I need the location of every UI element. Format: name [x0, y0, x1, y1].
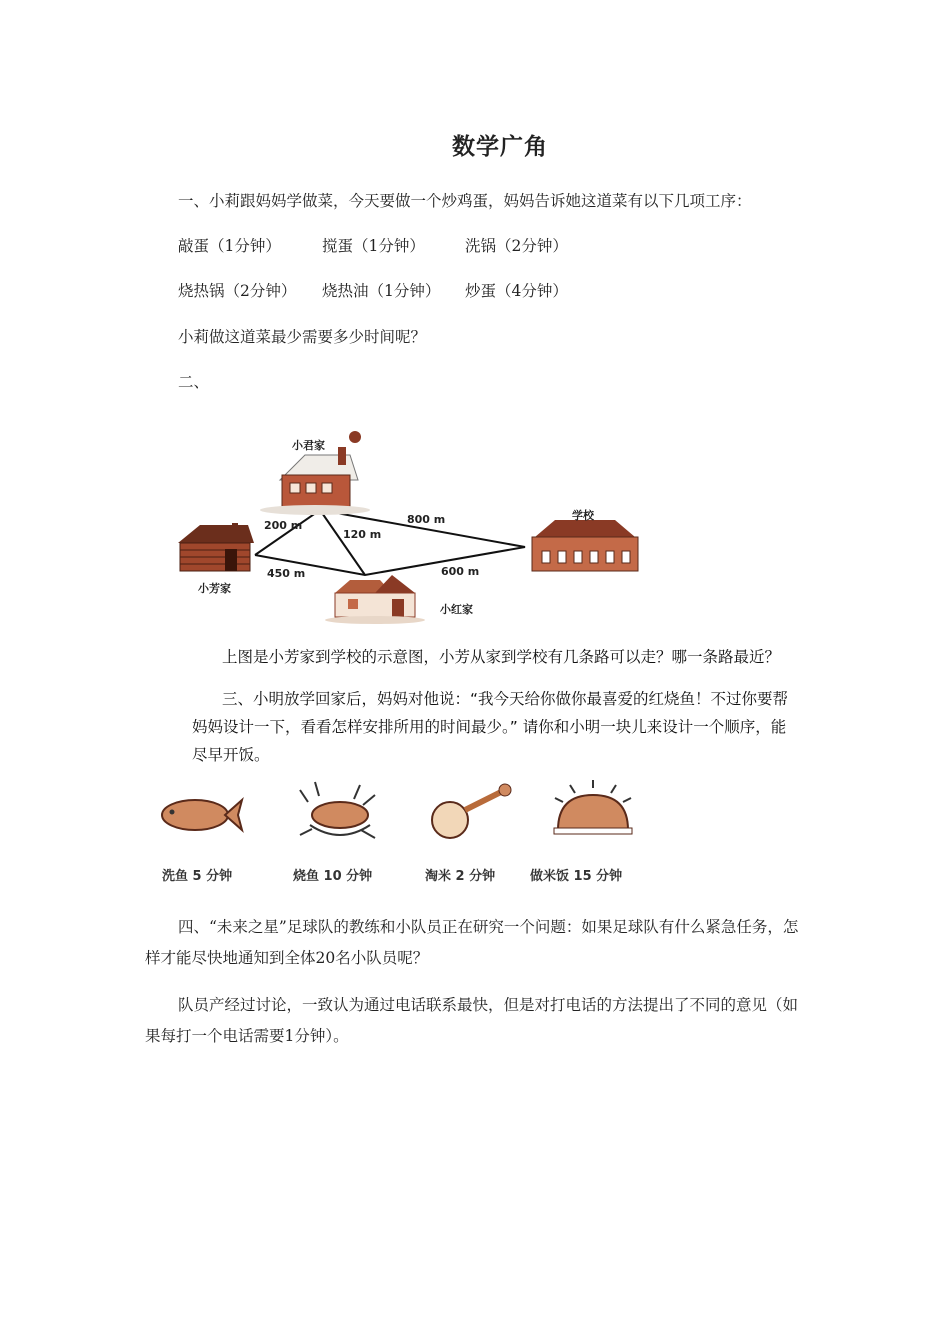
q1-step-6: 炒蛋（4分钟）: [465, 282, 568, 300]
route-map: [170, 425, 650, 625]
task-icons: [150, 770, 650, 850]
dist-120: 120 m: [343, 528, 382, 541]
dist-600: 600 m: [441, 565, 480, 578]
task-icons-row: [150, 770, 650, 890]
task-3-label: 淘米 2 分钟: [425, 869, 496, 884]
q1-question: 小莉做这道菜最少需要多少时间呢？: [178, 328, 427, 346]
task-2-label: 烧鱼 10 分钟: [293, 869, 373, 884]
rice-wash-icon: [432, 784, 511, 838]
dist-450: 450 m: [267, 567, 306, 580]
q1-step-2: 搅蛋（1分钟）: [322, 237, 425, 255]
q1-step-4: 烧热锅（2分钟）: [178, 282, 297, 300]
xiaofang-house-icon: [178, 523, 254, 571]
task-4-label: 做米饭 15 分钟: [530, 869, 623, 884]
q1-intro: 一、小莉跟妈妈学做菜，今天要做一个炒鸡蛋，妈妈告诉她这道菜有以下几项工序：: [178, 192, 752, 210]
school-icon: [532, 520, 638, 571]
label-xiaojun: 小君家: [292, 439, 325, 452]
q2-number: 二、: [178, 373, 210, 391]
label-xiaofang: 小芳家: [198, 582, 231, 595]
rice-cooker-icon: [554, 780, 632, 834]
q4-para1: 四、“未来之星”足球队的教练和小队员正在研究一个问题：如果足球队有什么紧急任务，怎样才能尽快地通知到全体20名小队员呢？: [145, 918, 799, 967]
label-xiaohong: 小红家: [440, 603, 473, 616]
q1-step-3: 洗锅（2分钟）: [465, 237, 568, 255]
dist-200: 200 m: [264, 519, 303, 532]
xiaohong-house-icon: [325, 575, 425, 624]
q3-text: 三、小明放学回家后，妈妈对他说：“我今天给你做你最喜爱的红烧鱼！不过你要帮妈妈设计一下，看看怎样安排所用的时间最少。” 请你和小明一块儿来设计一个顺序，能尽早开饭。: [192, 690, 789, 764]
route-middle: [320, 510, 365, 575]
page-title: 数学广角: [452, 134, 548, 160]
q2-question: 上图是小芳家到学校的示意图，小芳从家到学校有几条路可以走？哪一条路最近？: [222, 648, 781, 666]
dist-800: 800 m: [407, 513, 446, 526]
task-1-label: 洗鱼 5 分钟: [162, 869, 233, 884]
q1-step-1: 敲蛋（1分钟）: [178, 237, 281, 255]
cooking-fish-icon: [300, 782, 375, 838]
q1-step-5: 烧热油（1分钟）: [322, 282, 441, 300]
label-school: 学校: [572, 509, 594, 522]
fish-icon: [162, 800, 242, 830]
q4-para2: 队员产经过讨论，一致认为通过电话联系最快，但是对打电话的方法提出了不同的意见（如果每打一个电话需要1分钟）。: [145, 996, 799, 1045]
